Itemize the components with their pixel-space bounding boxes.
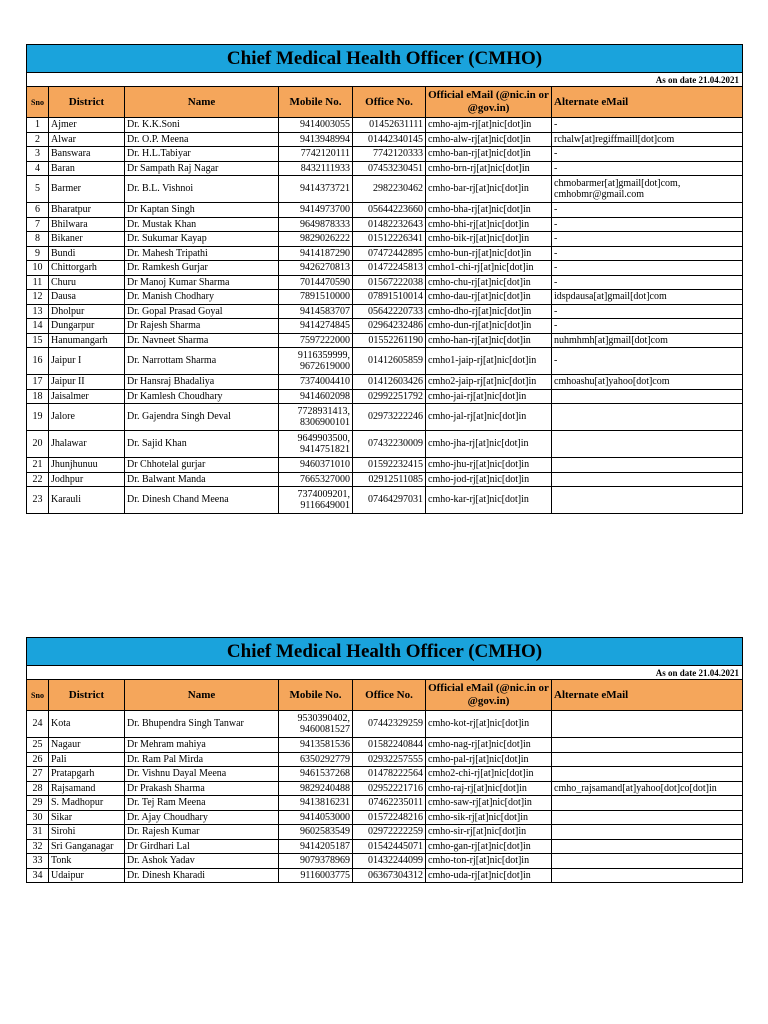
cell-alternate-email <box>552 810 743 825</box>
column-header-district: District <box>49 680 125 711</box>
cell-office: 01442340145 <box>353 132 426 147</box>
cell-name: Dr. Gopal Prasad Goyal <box>125 304 279 319</box>
cell-office: 01582240844 <box>353 738 426 753</box>
table-row <box>27 375 743 390</box>
cell-official-email: cmho-ton-rj[at]nic[dot]in <box>426 854 552 869</box>
cell-official-email: cmho-bik-rj[at]nic[dot]in <box>426 232 552 247</box>
cell-name: Dr. Dinesh Chand Meena <box>125 487 279 514</box>
cell-official-email: cmho-jha-rj[at]nic[dot]in <box>426 431 552 458</box>
cell-name: Dr Kamlesh Choudhary <box>125 389 279 404</box>
table-row <box>27 161 743 176</box>
cell-name: Dr. Ajay Choudhary <box>125 810 279 825</box>
cell-official-email: cmho-gan-rj[at]nic[dot]in <box>426 839 552 854</box>
cell-office: 07453230451 <box>353 161 426 176</box>
cell-office: 01572248216 <box>353 810 426 825</box>
cell-sno: 6 <box>27 203 49 218</box>
table-row <box>27 290 743 305</box>
cell-mobile: 9414602098 <box>279 389 353 404</box>
cell-district: Bundi <box>49 246 125 261</box>
cell-office: 01432244099 <box>353 854 426 869</box>
cell-alternate-email <box>552 796 743 811</box>
cell-name: Dr Chhotelal gurjar <box>125 458 279 473</box>
cell-official-email: cmho-brn-rj[at]nic[dot]in <box>426 161 552 176</box>
cell-sno: 21 <box>27 458 49 473</box>
cell-district: Sikar <box>49 810 125 825</box>
cell-official-email: cmho-chu-rj[at]nic[dot]in <box>426 275 552 290</box>
cell-alternate-email <box>552 752 743 767</box>
cell-sno: 34 <box>27 868 49 883</box>
cell-district: Dholpur <box>49 304 125 319</box>
cell-district: Bikaner <box>49 232 125 247</box>
table-row <box>27 431 743 458</box>
cell-name: Dr Mehram mahiya <box>125 738 279 753</box>
cell-sno: 5 <box>27 176 49 203</box>
cell-district: Nagaur <box>49 738 125 753</box>
cell-mobile: 7374004410 <box>279 375 353 390</box>
cell-official-email: cmho-ajm-rj[at]nic[dot]in <box>426 118 552 133</box>
cell-sno: 15 <box>27 333 49 348</box>
cell-office: 07472442895 <box>353 246 426 261</box>
cell-district: Jaipur II <box>49 375 125 390</box>
cell-name: Dr. Mahesh Tripathi <box>125 246 279 261</box>
table-row <box>27 333 743 348</box>
cell-sno: 32 <box>27 839 49 854</box>
table-row <box>27 246 743 261</box>
cell-district: Jodhpur <box>49 472 125 487</box>
column-header-name: Name <box>125 680 279 711</box>
cell-mobile: 9460371010 <box>279 458 353 473</box>
cell-district: S. Madhopur <box>49 796 125 811</box>
table-row <box>27 796 743 811</box>
cell-mobile: 9602583549 <box>279 825 353 840</box>
cell-official-email: cmho1-chi-rj[at]nic[dot]in <box>426 261 552 276</box>
cell-district: Karauli <box>49 487 125 514</box>
cell-name: Dr. Vishnu Dayal Meena <box>125 767 279 782</box>
cell-sno: 3 <box>27 147 49 162</box>
cell-district: Jhunjhunuu <box>49 458 125 473</box>
cell-office: 07464297031 <box>353 487 426 514</box>
column-header-name: Name <box>125 87 279 118</box>
cell-official-email: cmho-ban-rj[at]nic[dot]in <box>426 147 552 162</box>
cell-name: Dr. Dinesh Kharadi <box>125 868 279 883</box>
cell-mobile: 9413816231 <box>279 796 353 811</box>
cell-name: Dr. Rajesh Kumar <box>125 825 279 840</box>
cell-mobile: 9829240488 <box>279 781 353 796</box>
cell-name: Dr. Ram Pal Mirda <box>125 752 279 767</box>
cell-sno: 2 <box>27 132 49 147</box>
column-header-district: District <box>49 87 125 118</box>
column-header-mobile: Mobile No. <box>279 680 353 711</box>
cmho-table <box>26 44 743 514</box>
cell-official-email: cmho-pal-rj[at]nic[dot]in <box>426 752 552 767</box>
cell-office: 2982230462 <box>353 176 426 203</box>
cell-sno: 1 <box>27 118 49 133</box>
table-row <box>27 825 743 840</box>
cell-office: 07442329259 <box>353 711 426 738</box>
cell-office: 01567222038 <box>353 275 426 290</box>
cell-district: Pali <box>49 752 125 767</box>
table-row <box>27 348 743 375</box>
cell-mobile: 9414274845 <box>279 319 353 334</box>
cell-official-email: cmho-uda-rj[at]nic[dot]in <box>426 868 552 883</box>
column-header-alternate-email: Alternate eMail <box>552 680 743 711</box>
cell-official-email: cmho-nag-rj[at]nic[dot]in <box>426 738 552 753</box>
cell-mobile: 9414187290 <box>279 246 353 261</box>
cell-district: Bhilwara <box>49 217 125 232</box>
table-row <box>27 767 743 782</box>
cell-district: Sri Ganganagar <box>49 839 125 854</box>
cell-district: Jaipur I <box>49 348 125 375</box>
column-header-sno: Sno <box>27 87 49 118</box>
cell-official-email: cmho-bhi-rj[at]nic[dot]in <box>426 217 552 232</box>
cell-official-email: cmho-jal-rj[at]nic[dot]in <box>426 404 552 431</box>
table-row <box>27 389 743 404</box>
column-header-official-email: Official eMail (@nic.in or @gov.in) <box>426 680 552 711</box>
cell-name: Dr. Mustak Khan <box>125 217 279 232</box>
cell-alternate-email <box>552 487 743 514</box>
cell-sno: 29 <box>27 796 49 811</box>
cell-mobile: 9461537268 <box>279 767 353 782</box>
cell-alternate-email: chmobarmer[at]gmail[dot]com, cmhobmr@gmail.com <box>552 176 743 203</box>
cell-official-email: cmho-alw-rj[at]nic[dot]in <box>426 132 552 147</box>
cell-alternate-email <box>552 404 743 431</box>
cell-sno: 17 <box>27 375 49 390</box>
cell-mobile: 9414053000 <box>279 810 353 825</box>
cell-name: Dr. Narrottam Sharma <box>125 348 279 375</box>
table-row <box>27 781 743 796</box>
cell-sno: 12 <box>27 290 49 305</box>
cell-alternate-email: - <box>552 147 743 162</box>
cell-alternate-email: rchalw[at]regiffmaill[dot]com <box>552 132 743 147</box>
cell-office: 01472245813 <box>353 261 426 276</box>
cell-office: 05644223660 <box>353 203 426 218</box>
cell-alternate-email: cmhoashu[at]yahoo[dot]com <box>552 375 743 390</box>
cell-name: Dr. O.P. Meena <box>125 132 279 147</box>
cell-office: 07891510014 <box>353 290 426 305</box>
table-row <box>27 752 743 767</box>
cell-sno: 18 <box>27 389 49 404</box>
cell-mobile: 9649878333 <box>279 217 353 232</box>
cell-sno: 14 <box>27 319 49 334</box>
column-header-sno: Sno <box>27 680 49 711</box>
cell-name: Dr. Gajendra Singh Deval <box>125 404 279 431</box>
cell-official-email: cmho-bun-rj[at]nic[dot]in <box>426 246 552 261</box>
table-row <box>27 711 743 738</box>
page-title: Chief Medical Health Officer (CMHO) <box>27 638 743 666</box>
cell-mobile: 9414205187 <box>279 839 353 854</box>
cell-alternate-email <box>552 472 743 487</box>
column-header-office: Office No. <box>353 87 426 118</box>
table-row <box>27 738 743 753</box>
column-header-mobile: Mobile No. <box>279 87 353 118</box>
cell-district: Baran <box>49 161 125 176</box>
cell-district: Pratapgarh <box>49 767 125 782</box>
cell-sno: 30 <box>27 810 49 825</box>
table-row <box>27 118 743 133</box>
cell-name: Dr. Sukumar Kayap <box>125 232 279 247</box>
cell-office: 02992251792 <box>353 389 426 404</box>
table-row <box>27 147 743 162</box>
table-row <box>27 304 743 319</box>
cell-name: Dr Girdhari Lal <box>125 839 279 854</box>
cell-alternate-email: cmho_rajsamand[at]yahoo[dot]co[dot]in <box>552 781 743 796</box>
cell-mobile: 7597222000 <box>279 333 353 348</box>
cell-mobile: 7742120111 <box>279 147 353 162</box>
cell-name: Dr. Navneet Sharma <box>125 333 279 348</box>
cell-sno: 24 <box>27 711 49 738</box>
cell-sno: 27 <box>27 767 49 782</box>
cell-name: Dr Hansraj Bhadaliya <box>125 375 279 390</box>
table-row <box>27 458 743 473</box>
table-row <box>27 261 743 276</box>
cell-office: 01452631111 <box>353 118 426 133</box>
cell-official-email: cmho-saw-rj[at]nic[dot]in <box>426 796 552 811</box>
table-row <box>27 868 743 883</box>
cell-name: Dr. Ashok Yadav <box>125 854 279 869</box>
cell-name: Dr. H.L.Tabiyar <box>125 147 279 162</box>
cmho-table-part-2 <box>26 637 742 883</box>
cell-mobile: 6350292779 <box>279 752 353 767</box>
cell-mobile: 9116359999, 9672619000 <box>279 348 353 375</box>
cell-office: 02912511085 <box>353 472 426 487</box>
cell-sno: 33 <box>27 854 49 869</box>
cell-sno: 26 <box>27 752 49 767</box>
cell-mobile: 9530390402, 9460081527 <box>279 711 353 738</box>
table-row <box>27 472 743 487</box>
cell-sno: 11 <box>27 275 49 290</box>
cell-official-email: cmho-han-rj[at]nic[dot]in <box>426 333 552 348</box>
cell-district: Bharatpur <box>49 203 125 218</box>
cell-alternate-email: - <box>552 232 743 247</box>
table-row <box>27 275 743 290</box>
cell-mobile: 9413581536 <box>279 738 353 753</box>
cell-district: Dungarpur <box>49 319 125 334</box>
cell-mobile: 7891510000 <box>279 290 353 305</box>
cell-office: 02972222259 <box>353 825 426 840</box>
cell-sno: 20 <box>27 431 49 458</box>
cell-official-email: cmho-jhu-rj[at]nic[dot]in <box>426 458 552 473</box>
cell-sno: 10 <box>27 261 49 276</box>
cell-official-email: cmho-bar-rj[at]nic[dot]in <box>426 176 552 203</box>
cell-official-email: cmho1-jaip-rj[at]nic[dot]in <box>426 348 552 375</box>
cell-sno: 7 <box>27 217 49 232</box>
cell-alternate-email: idspdausa[at]gmail[dot]com <box>552 290 743 305</box>
cell-district: Tonk <box>49 854 125 869</box>
cell-sno: 13 <box>27 304 49 319</box>
cell-name: Dr Sampath Raj Nagar <box>125 161 279 176</box>
cell-name: Dr Prakash Sharma <box>125 781 279 796</box>
table-row <box>27 319 743 334</box>
cell-office: 07462235011 <box>353 796 426 811</box>
cell-office: 01412605859 <box>353 348 426 375</box>
cmho-table <box>26 637 743 883</box>
cell-name: Dr Kaptan Singh <box>125 203 279 218</box>
cell-official-email: cmho-jai-rj[at]nic[dot]in <box>426 389 552 404</box>
cell-office: 01552261190 <box>353 333 426 348</box>
cell-sno: 19 <box>27 404 49 431</box>
as-on-date: As on date 21.04.2021 <box>27 73 743 87</box>
table-row <box>27 404 743 431</box>
cell-official-email: cmho-kot-rj[at]nic[dot]in <box>426 711 552 738</box>
cell-district: Churu <box>49 275 125 290</box>
cell-alternate-email: - <box>552 348 743 375</box>
cell-name: Dr. Manish Chodhary <box>125 290 279 305</box>
cell-official-email: cmho-raj-rj[at]nic[dot]in <box>426 781 552 796</box>
cell-alternate-email: nuhmhmh[at]gmail[dot]com <box>552 333 743 348</box>
cell-office: 7742120333 <box>353 147 426 162</box>
cell-mobile: 8432111933 <box>279 161 353 176</box>
cell-mobile: 7665327000 <box>279 472 353 487</box>
cell-alternate-email: - <box>552 246 743 261</box>
table-row <box>27 487 743 514</box>
page-title: Chief Medical Health Officer (CMHO) <box>27 45 743 73</box>
cell-official-email: cmho-bha-rj[at]nic[dot]in <box>426 203 552 218</box>
cell-mobile: 7728931413, 8306900101 <box>279 404 353 431</box>
table-row <box>27 203 743 218</box>
cell-alternate-email <box>552 458 743 473</box>
cell-district: Jhalawar <box>49 431 125 458</box>
cell-district: Ajmer <box>49 118 125 133</box>
cell-alternate-email: - <box>552 319 743 334</box>
cell-district: Udaipur <box>49 868 125 883</box>
cell-name: Dr. B.L. Vishnoi <box>125 176 279 203</box>
cell-alternate-email <box>552 767 743 782</box>
cell-sno: 25 <box>27 738 49 753</box>
cell-alternate-email <box>552 738 743 753</box>
table-row <box>27 132 743 147</box>
cell-sno: 9 <box>27 246 49 261</box>
cell-alternate-email <box>552 711 743 738</box>
cell-alternate-email: - <box>552 217 743 232</box>
cell-name: Dr. Tej Ram Meena <box>125 796 279 811</box>
cell-alternate-email <box>552 854 743 869</box>
cell-alternate-email: - <box>552 161 743 176</box>
cell-mobile: 9829026222 <box>279 232 353 247</box>
cell-name: Dr Manoj Kumar Sharma <box>125 275 279 290</box>
cell-office: 02932257555 <box>353 752 426 767</box>
cell-name: Dr. Balwant Manda <box>125 472 279 487</box>
column-header-office: Office No. <box>353 680 426 711</box>
cell-district: Alwar <box>49 132 125 147</box>
cell-mobile: 9649903500, 9414751821 <box>279 431 353 458</box>
table-row <box>27 176 743 203</box>
cell-mobile: 9426270813 <box>279 261 353 276</box>
cell-mobile: 9413948994 <box>279 132 353 147</box>
column-header-alternate-email: Alternate eMail <box>552 87 743 118</box>
cell-mobile: 9414373721 <box>279 176 353 203</box>
cell-office: 02952221716 <box>353 781 426 796</box>
cell-mobile: 7014470590 <box>279 275 353 290</box>
cell-sno: 31 <box>27 825 49 840</box>
cell-alternate-email <box>552 839 743 854</box>
cell-alternate-email: - <box>552 118 743 133</box>
cell-sno: 8 <box>27 232 49 247</box>
cell-alternate-email <box>552 431 743 458</box>
cell-sno: 22 <box>27 472 49 487</box>
cmho-table-part-1 <box>26 44 742 514</box>
cell-district: Rajsamand <box>49 781 125 796</box>
cell-mobile: 7374009201, 9116649001 <box>279 487 353 514</box>
cell-mobile: 9414003055 <box>279 118 353 133</box>
cell-district: Sirohi <box>49 825 125 840</box>
as-on-date: As on date 21.04.2021 <box>27 666 743 680</box>
cell-official-email: cmho-sir-rj[at]nic[dot]in <box>426 825 552 840</box>
cell-office: 05642220733 <box>353 304 426 319</box>
column-header-official-email: Official eMail (@nic.in or @gov.in) <box>426 87 552 118</box>
cell-office: 07432230009 <box>353 431 426 458</box>
cell-office: 02973222246 <box>353 404 426 431</box>
cell-office: 01412603426 <box>353 375 426 390</box>
cell-mobile: 9079378969 <box>279 854 353 869</box>
cell-mobile: 9414973700 <box>279 203 353 218</box>
cell-district: Barmer <box>49 176 125 203</box>
cell-office: 01512226341 <box>353 232 426 247</box>
cell-district: Banswara <box>49 147 125 162</box>
cell-alternate-email: - <box>552 203 743 218</box>
cell-office: 01478222564 <box>353 767 426 782</box>
cell-official-email: cmho-kar-rj[at]nic[dot]in <box>426 487 552 514</box>
cell-alternate-email: - <box>552 304 743 319</box>
cell-official-email: cmho-jod-rj[at]nic[dot]in <box>426 472 552 487</box>
cell-name: Dr. Ramkesh Gurjar <box>125 261 279 276</box>
cell-mobile: 9414583707 <box>279 304 353 319</box>
cell-office: 01542445071 <box>353 839 426 854</box>
cell-district: Hanumangarh <box>49 333 125 348</box>
cell-district: Jalore <box>49 404 125 431</box>
cell-official-email: cmho-sik-rj[at]nic[dot]in <box>426 810 552 825</box>
cell-district: Chittorgarh <box>49 261 125 276</box>
cell-name: Dr. Bhupendra Singh Tanwar <box>125 711 279 738</box>
cell-district: Jaisalmer <box>49 389 125 404</box>
cell-official-email: cmho-dau-rj[at]nic[dot]in <box>426 290 552 305</box>
table-row <box>27 839 743 854</box>
cell-alternate-email: - <box>552 275 743 290</box>
cell-official-email: cmho2-jaip-rj[at]nic[dot]in <box>426 375 552 390</box>
cell-official-email: cmho2-chi-rj[at]nic[dot]in <box>426 767 552 782</box>
cell-alternate-email <box>552 868 743 883</box>
cell-alternate-email: - <box>552 261 743 276</box>
table-row <box>27 217 743 232</box>
cell-name: Dr. Sajid Khan <box>125 431 279 458</box>
cell-official-email: cmho-dho-rj[at]nic[dot]in <box>426 304 552 319</box>
cell-name: Dr. K.K.Soni <box>125 118 279 133</box>
cell-office: 01592232415 <box>353 458 426 473</box>
cell-office: 02964232486 <box>353 319 426 334</box>
cell-sno: 23 <box>27 487 49 514</box>
cell-sno: 4 <box>27 161 49 176</box>
cell-office: 01482232643 <box>353 217 426 232</box>
cell-alternate-email <box>552 825 743 840</box>
cell-sno: 28 <box>27 781 49 796</box>
table-row <box>27 854 743 869</box>
cell-sno: 16 <box>27 348 49 375</box>
cell-alternate-email <box>552 389 743 404</box>
cell-mobile: 9116003775 <box>279 868 353 883</box>
cell-district: Kota <box>49 711 125 738</box>
cell-name: Dr Rajesh Sharma <box>125 319 279 334</box>
cell-office: 06367304312 <box>353 868 426 883</box>
cell-official-email: cmho-dun-rj[at]nic[dot]in <box>426 319 552 334</box>
cell-district: Dausa <box>49 290 125 305</box>
table-row <box>27 810 743 825</box>
table-row <box>27 232 743 247</box>
